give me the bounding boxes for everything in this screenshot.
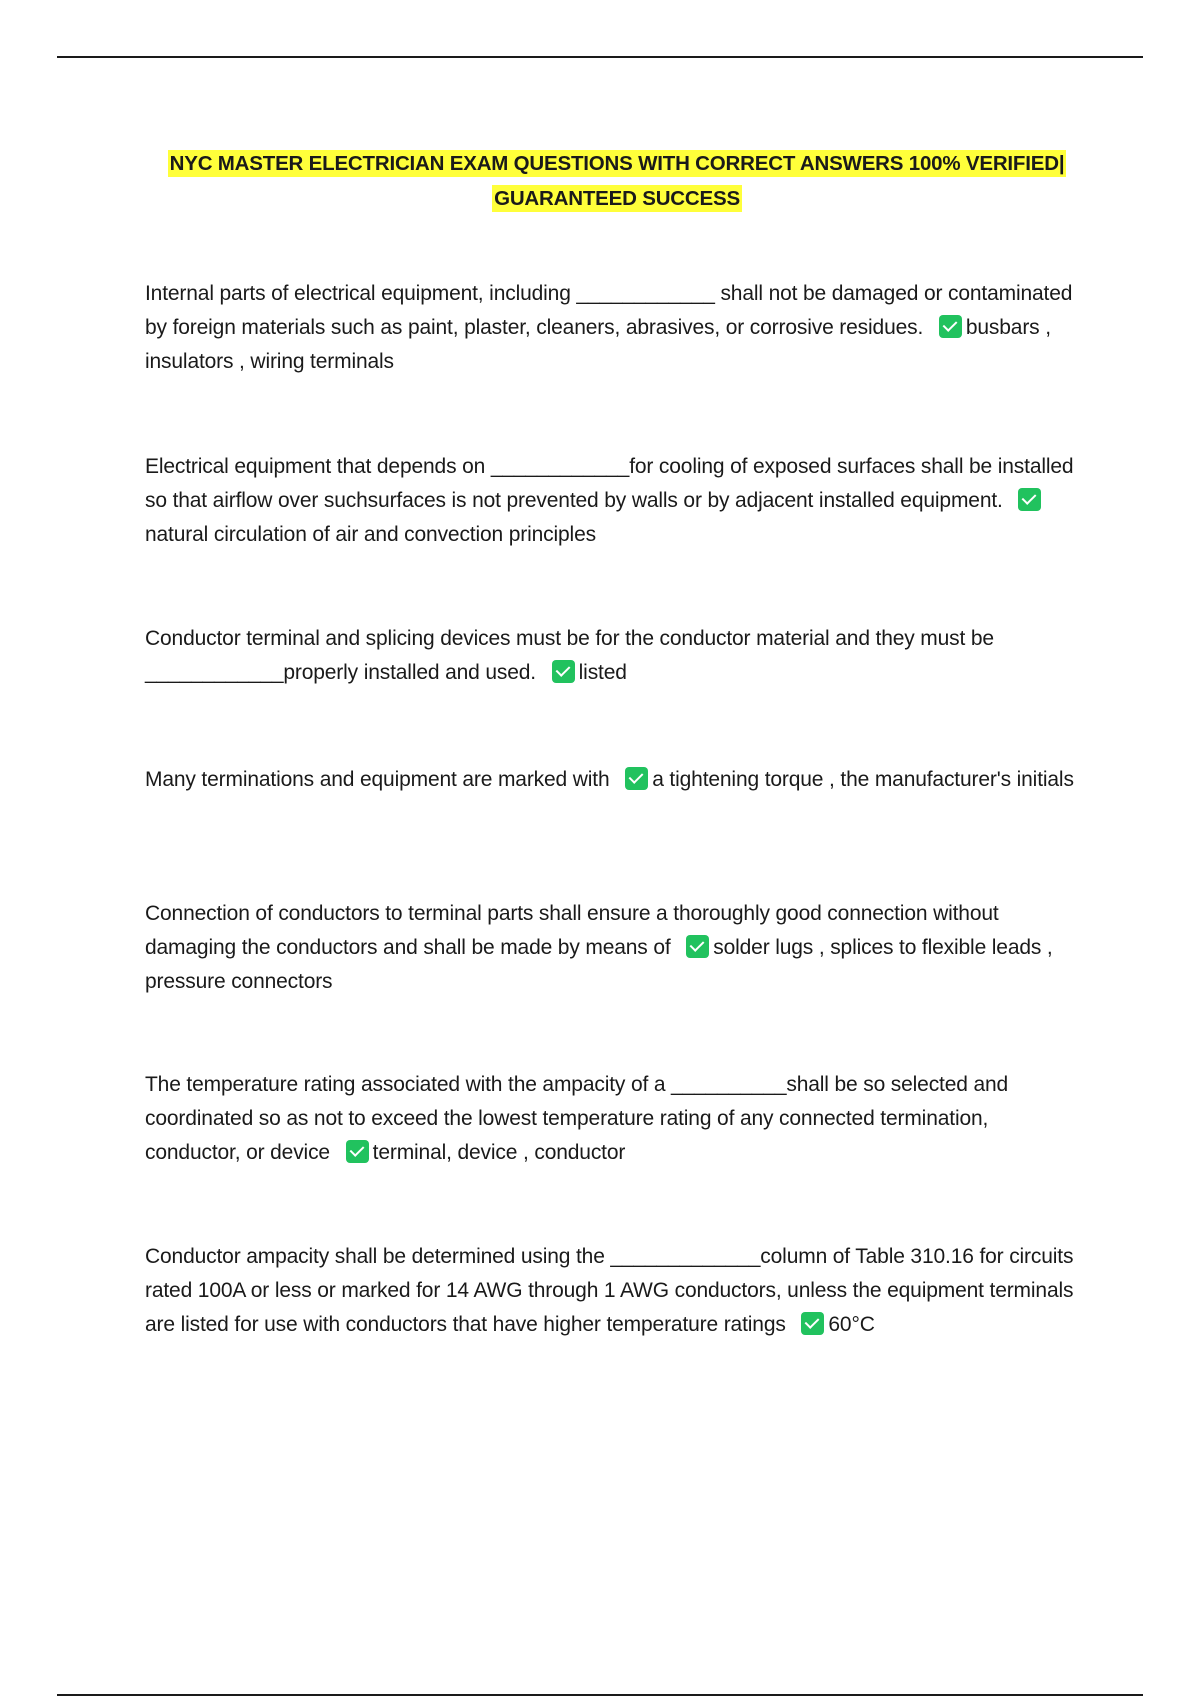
question-text: Electrical equipment that depends on ____________for cooling of exposed surfaces shall be installed so that airflow over suchsurfaces is not prevented by walls or by adjacent installed equipment. (145, 455, 1074, 512)
qa-item-1 (145, 277, 1085, 379)
question-text: Conductor ampacity shall be determined using the _____________column of Table 310.16 for circuits rated 100A or less or marked for 14 AWG through 1 AWG conductors, unless the equipment terminals are listed for use with conductors that have higher temperature ratings (145, 1245, 1074, 1336)
checkmark-icon (552, 660, 575, 683)
question-text: Internal parts of electrical equipment, including ____________ shall not be damaged or contaminated by foreign materials such as paint, plaster, cleaners, abrasives, or corrosive residues. (145, 282, 1073, 339)
question-text: Conductor terminal and splicing devices must be for the conductor material and they must be ____________properly installed and used. (145, 627, 994, 684)
title-line-1: NYC MASTER ELECTRICIAN EXAM QUESTIONS WITH CORRECT ANSWERS 100% VERIFIED| (169, 152, 1065, 175)
bottom-rule (57, 1694, 1143, 1696)
question-text: The temperature rating associated with the ampacity of a __________shall be so selected and coordinated so as not to exceed the lowest temperature rating of any connected termination, conductor, or device (145, 1073, 1009, 1164)
checkmark-icon (1018, 488, 1041, 511)
qa-item-4 (145, 763, 1085, 797)
answer-text: a tightening torque , the manufacturer's initials (652, 768, 1074, 791)
answer-text: solder lugs , splices to flexible leads , pressure connectors (145, 936, 1053, 993)
qa-item-6 (145, 1068, 1085, 1170)
qa-item-7 (145, 1240, 1085, 1342)
answer-text: terminal, device , conductor (372, 1141, 626, 1164)
answer-text: listed (578, 661, 627, 684)
checkmark-icon (346, 1140, 369, 1163)
answer-text: 60°C (828, 1313, 875, 1336)
checkmark-icon (625, 767, 648, 790)
top-rule (57, 56, 1143, 58)
checkmark-icon (686, 935, 709, 958)
qa-item-5 (145, 897, 1085, 999)
question-text: Connection of conductors to terminal parts shall ensure a thoroughly good connection without damaging the conductors and shall be made by means of (145, 902, 999, 959)
qa-item-3 (145, 622, 1085, 690)
answer-text: natural circulation of air and convection principles (145, 523, 596, 546)
qa-item-2 (145, 450, 1085, 552)
checkmark-icon (801, 1312, 824, 1335)
document-title (120, 146, 1114, 216)
checkmark-icon (939, 315, 962, 338)
answer-text: busbars , insulators , wiring terminals (145, 316, 1051, 373)
title-line-2: GUARANTEED SUCCESS (494, 187, 740, 210)
question-text: Many terminations and equipment are marked with (145, 768, 610, 791)
